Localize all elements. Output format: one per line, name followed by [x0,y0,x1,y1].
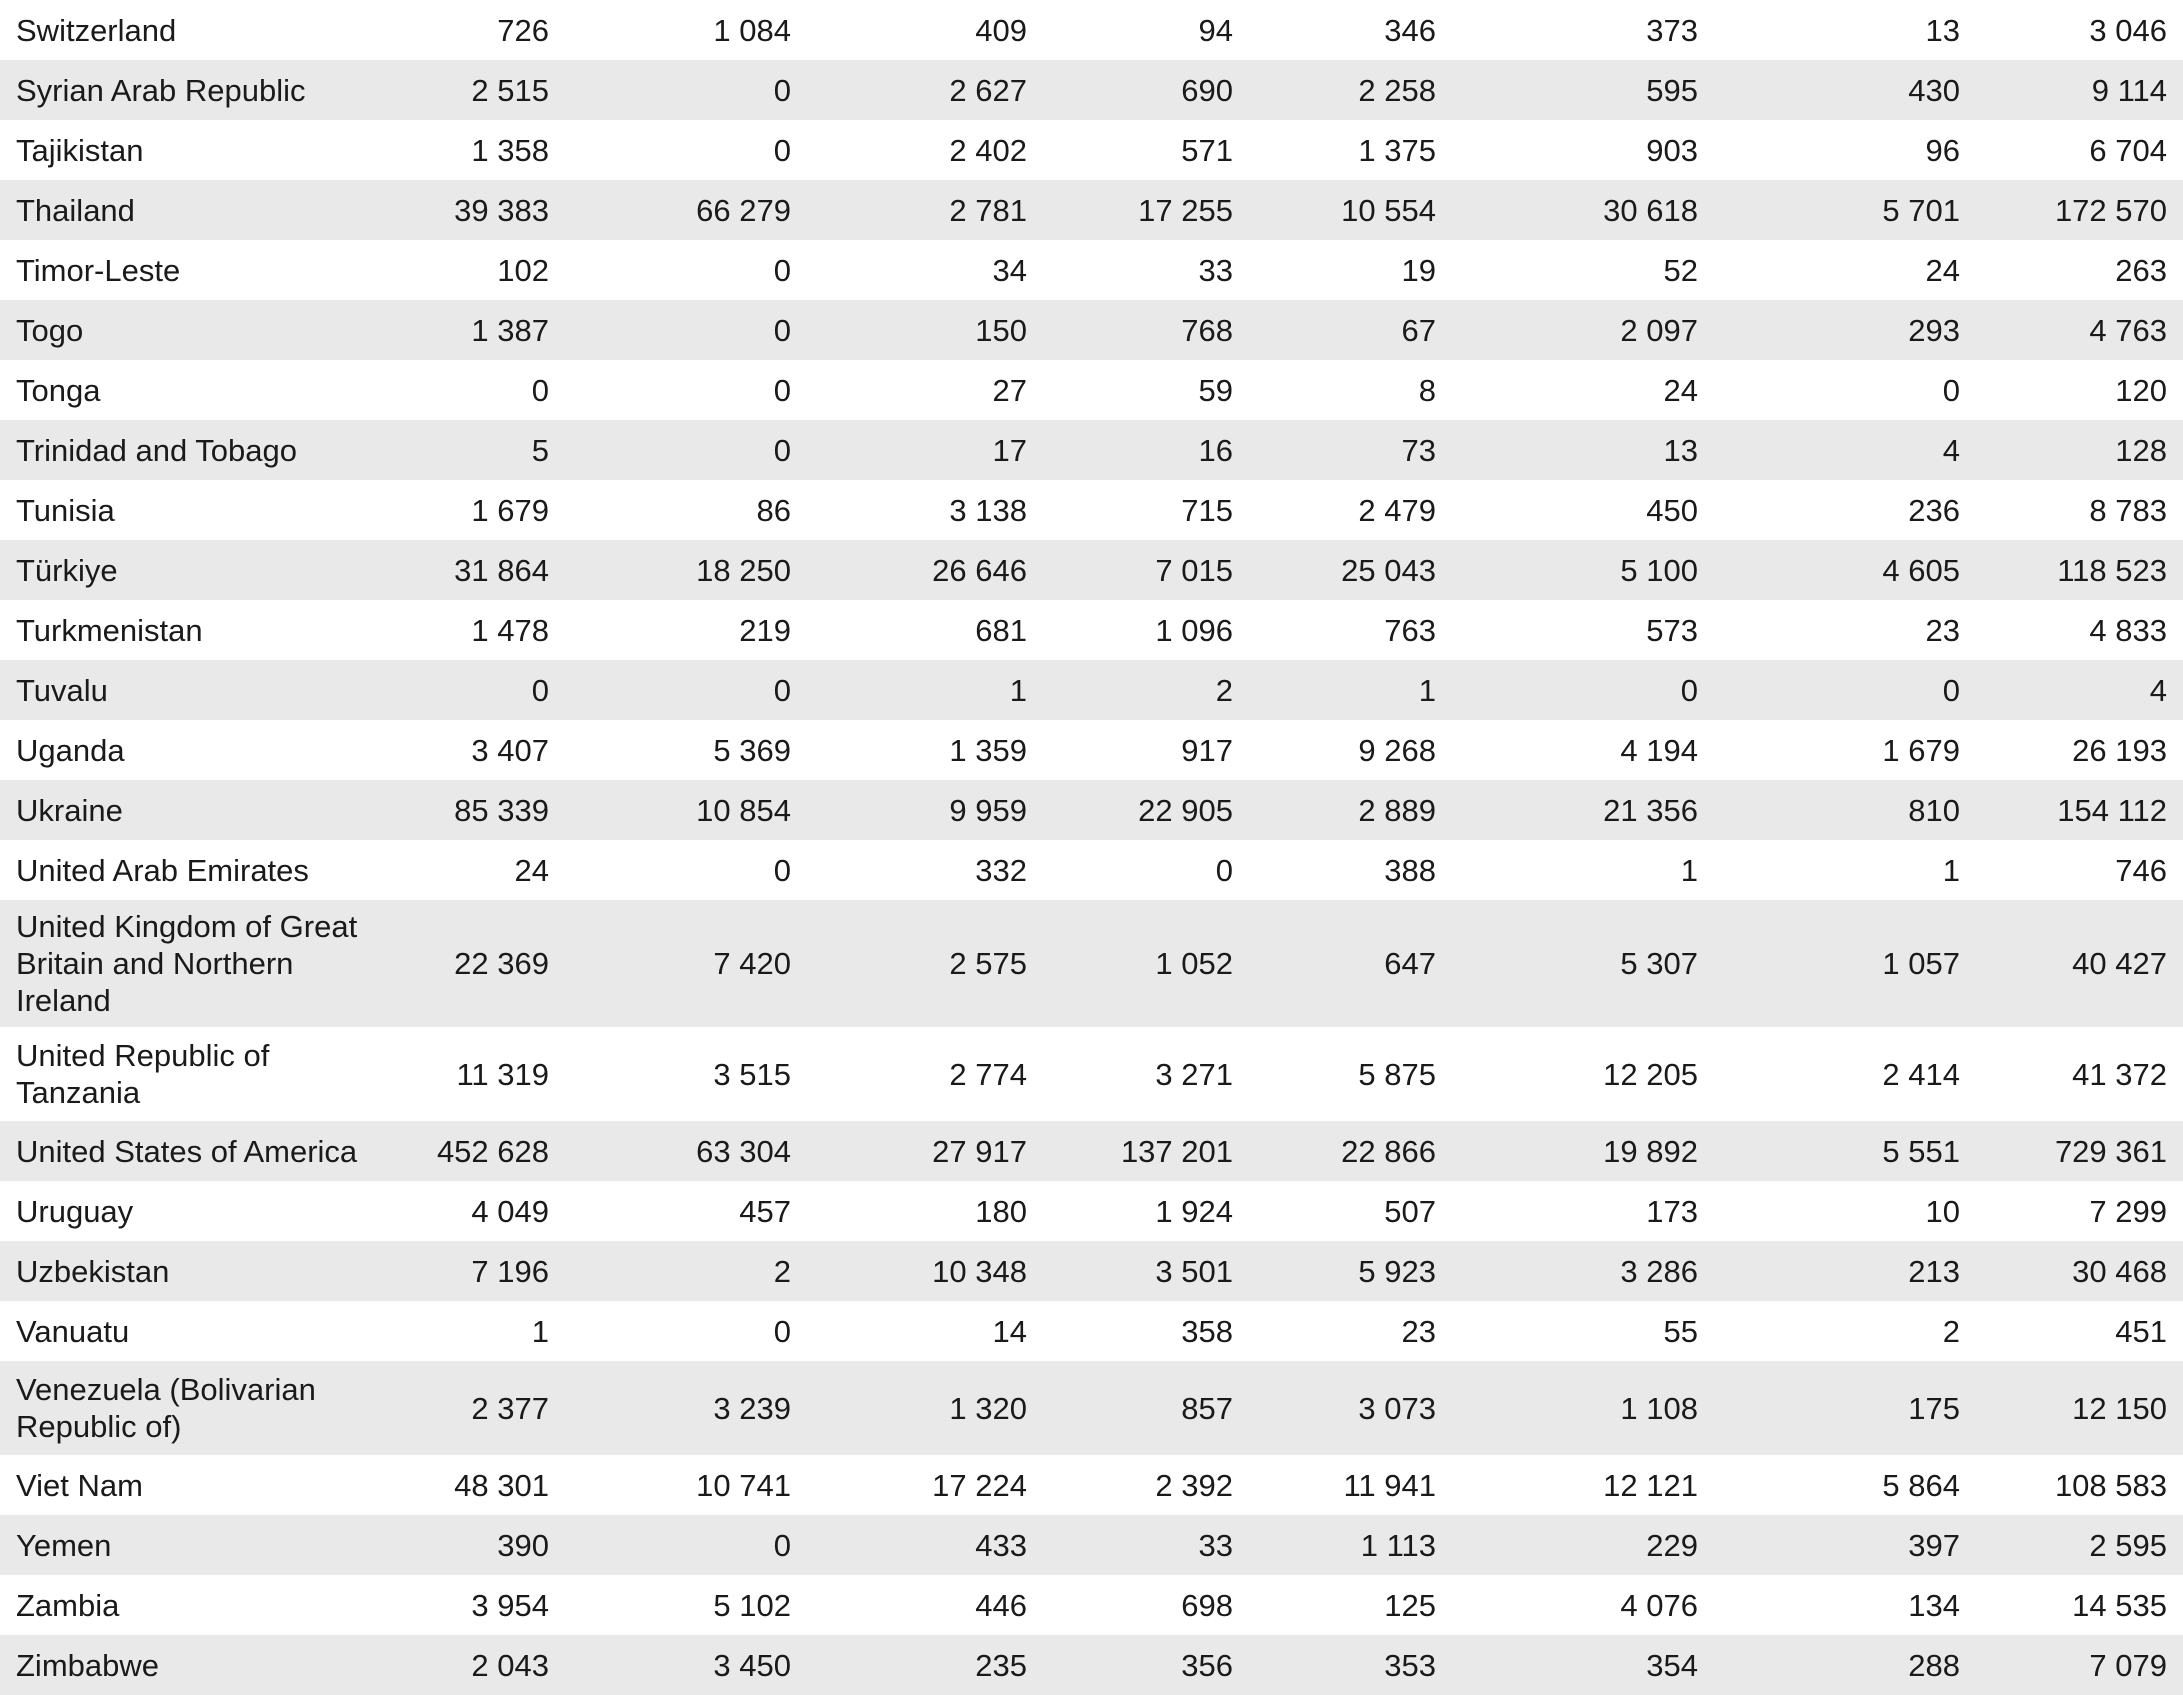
value-cell: 94 [1198,12,1233,48]
value-cell: 390 [497,1527,549,1563]
value-cell: 102 [497,252,549,288]
value-cell: 2 [1942,1313,1960,1349]
value-cell: 0 [773,1527,791,1563]
country-name-cell: Tonga [16,372,101,408]
value-cell: 1 924 [1155,1193,1233,1229]
total-value-cell: 14 535 [2072,1587,2167,1623]
total-value-cell: 9 114 [2091,72,2167,108]
value-cell: 18 250 [696,552,791,588]
total-value-cell: 118 523 [2057,552,2167,588]
value-cell: 1 679 [471,492,549,528]
value-cell: 25 043 [1341,552,1436,588]
value-cell: 810 [1908,792,1960,828]
value-cell: 1 084 [713,12,791,48]
value-cell: 1 478 [471,612,549,648]
value-cell: 1 096 [1155,612,1233,648]
value-cell: 17 [992,432,1027,468]
value-cell: 137 201 [1120,1133,1233,1169]
table-row [0,1027,2183,1121]
total-value-cell: 2 595 [2089,1527,2167,1563]
value-cell: 1 359 [949,732,1027,768]
value-cell: 63 304 [696,1133,791,1169]
value-cell: 3 138 [949,492,1027,528]
value-cell: 5 307 [1620,946,1698,981]
country-name-cell: United Arab Emirates [16,852,309,888]
total-value-cell: 729 361 [2054,1133,2167,1169]
total-value-cell: 128 [2115,432,2167,468]
country-name-cell: Uruguay [16,1193,134,1229]
country-name-cell: United Republic of Tanzania [16,1038,270,1110]
value-cell: 13 [1663,432,1698,468]
value-cell: 1 387 [471,312,549,348]
value-cell: 0 [773,312,791,348]
table-row [0,1635,2183,1695]
value-cell: 2 402 [949,132,1027,168]
value-cell: 5 864 [1882,1467,1960,1503]
table-row [0,1121,2183,1181]
value-cell: 7 196 [471,1253,549,1289]
value-cell: 0 [773,252,791,288]
total-value-cell: 7 299 [2089,1193,2167,1229]
value-cell: 2 479 [1358,492,1436,528]
table-row [0,1241,2183,1301]
value-cell: 690 [1181,72,1233,108]
value-cell: 180 [975,1193,1027,1229]
country-name-cell: Trinidad and Tobago [16,432,297,468]
value-cell: 23 [1925,612,1960,648]
value-cell: 3 515 [713,1056,791,1092]
table-row [0,300,2183,360]
total-value-cell: 4 [2149,672,2167,708]
value-cell: 3 239 [713,1390,791,1426]
value-cell: 1 [1009,672,1027,708]
value-cell: 213 [1908,1253,1960,1289]
value-cell: 903 [1646,132,1698,168]
value-cell: 573 [1646,612,1698,648]
value-cell: 5 875 [1358,1056,1436,1092]
value-cell: 917 [1181,732,1233,768]
value-cell: 12 205 [1603,1056,1698,1092]
country-name-cell: Tuvalu [16,672,108,708]
value-cell: 1 [1418,672,1436,708]
value-cell: 10 554 [1341,192,1436,228]
value-cell: 1 320 [949,1390,1027,1426]
table-row [0,120,2183,180]
value-cell: 2 097 [1620,312,1698,348]
table-row [0,1455,2183,1515]
value-cell: 3 954 [471,1587,549,1623]
value-cell: 0 [1942,372,1960,408]
value-cell: 1 052 [1155,946,1233,981]
total-value-cell: 108 583 [2054,1467,2167,1503]
total-value-cell: 4 763 [2089,312,2167,348]
country-name-cell: Vanuatu [16,1313,130,1349]
value-cell: 2 515 [471,72,549,108]
value-cell: 22 905 [1138,792,1233,828]
table-row [0,840,2183,900]
value-cell: 10 854 [696,792,791,828]
total-value-cell: 746 [2115,852,2167,888]
table-row [0,1515,2183,1575]
value-cell: 24 [514,852,549,888]
value-cell: 96 [1925,132,1960,168]
total-value-cell: 7 079 [2089,1647,2167,1683]
value-cell: 763 [1384,612,1436,648]
value-cell: 354 [1646,1647,1698,1683]
value-cell: 229 [1646,1527,1698,1563]
table-row [0,1181,2183,1241]
value-cell: 12 121 [1603,1467,1698,1503]
value-cell: 647 [1384,946,1436,981]
value-cell: 2 258 [1358,72,1436,108]
value-cell: 2 377 [471,1390,549,1426]
value-cell: 5 369 [713,732,791,768]
value-cell: 11 319 [456,1056,549,1092]
value-cell: 33 [1198,252,1233,288]
value-cell: 10 348 [932,1253,1027,1289]
value-cell: 3 271 [1155,1056,1233,1092]
country-name-cell: Zimbabwe [16,1647,159,1683]
value-cell: 66 279 [696,192,791,228]
value-cell: 59 [1198,372,1233,408]
value-cell: 10 [1925,1193,1960,1229]
value-cell: 457 [739,1193,791,1229]
country-name-cell: Venezuela (Bolivarian Republic of) [16,1372,316,1444]
value-cell: 24 [1925,252,1960,288]
value-cell: 30 618 [1603,192,1698,228]
value-cell: 5 [531,432,549,468]
value-cell: 2 889 [1358,792,1436,828]
value-cell: 726 [497,12,549,48]
value-cell: 681 [975,612,1027,648]
value-cell: 8 [1418,372,1436,408]
table-row [0,660,2183,720]
value-cell: 48 301 [454,1467,549,1503]
value-cell: 24 [1663,372,1698,408]
country-name-cell: Yemen [16,1527,112,1563]
value-cell: 698 [1181,1587,1233,1623]
value-cell: 23 [1401,1313,1436,1349]
table-row [0,780,2183,840]
value-cell: 1 113 [1360,1527,1436,1563]
value-cell: 52 [1663,252,1698,288]
value-cell: 857 [1181,1390,1233,1426]
value-cell: 2 781 [949,192,1027,228]
value-cell: 1 [531,1313,549,1349]
country-name-cell: Togo [16,312,84,348]
value-cell: 0 [1215,852,1233,888]
value-cell: 4 605 [1882,552,1960,588]
value-cell: 4 049 [471,1193,549,1229]
value-cell: 34 [992,252,1027,288]
value-cell: 13 [1925,12,1960,48]
value-cell: 4 076 [1620,1587,1698,1623]
total-value-cell: 26 193 [2072,732,2167,768]
table-row [0,1575,2183,1635]
value-cell: 4 194 [1620,732,1698,768]
value-cell: 3 073 [1358,1390,1436,1426]
value-cell: 1 057 [1882,946,1960,981]
value-cell: 5 701 [1882,192,1960,228]
value-cell: 0 [773,132,791,168]
value-cell: 293 [1908,312,1960,348]
table-row [0,600,2183,660]
value-cell: 3 286 [1620,1253,1698,1289]
value-cell: 0 [773,372,791,408]
country-name-cell: Turkmenistan [16,612,203,648]
value-cell: 39 383 [454,192,549,228]
value-cell: 2 414 [1882,1056,1960,1092]
value-cell: 235 [975,1647,1027,1683]
value-cell: 5 551 [1882,1133,1960,1169]
country-name-cell: Türkiye [16,552,118,588]
value-cell: 55 [1663,1313,1698,1349]
table-row [0,1361,2183,1455]
value-cell: 346 [1384,12,1436,48]
value-cell: 4 [1942,432,1960,468]
country-name-cell: Viet Nam [16,1467,143,1503]
value-cell: 2 575 [949,946,1027,981]
total-value-cell: 120 [2115,372,2167,408]
value-cell: 5 102 [713,1587,791,1623]
value-cell: 27 [992,372,1027,408]
value-cell: 86 [756,492,791,528]
value-cell: 19 892 [1603,1133,1698,1169]
value-cell: 0 [773,1313,791,1349]
value-cell: 373 [1646,12,1698,48]
value-cell: 288 [1908,1647,1960,1683]
value-cell: 17 224 [932,1467,1027,1503]
value-cell: 1 [1942,852,1960,888]
value-cell: 397 [1908,1527,1960,1563]
value-cell: 358 [1181,1313,1233,1349]
value-cell: 26 646 [932,552,1027,588]
value-cell: 11 941 [1343,1467,1436,1503]
value-cell: 85 339 [454,792,549,828]
value-cell: 2 043 [471,1647,549,1683]
value-cell: 219 [739,612,791,648]
value-cell: 0 [773,432,791,468]
value-cell: 150 [975,312,1027,348]
value-cell: 236 [1908,492,1960,528]
value-cell: 67 [1401,312,1436,348]
table-row [0,180,2183,240]
value-cell: 433 [975,1527,1027,1563]
table-row [0,720,2183,780]
value-cell: 409 [975,12,1027,48]
value-cell: 33 [1198,1527,1233,1563]
country-name-cell: United Kingdom of Great Britain and Northern Ireland [16,909,358,1018]
value-cell: 9 959 [949,792,1027,828]
value-cell: 14 [992,1313,1027,1349]
value-cell: 7 015 [1155,552,1233,588]
value-cell: 2 627 [949,72,1027,108]
table-row [0,0,2183,60]
value-cell: 31 864 [454,552,549,588]
value-cell: 1 358 [471,132,549,168]
value-cell: 125 [1384,1587,1436,1623]
value-cell: 175 [1908,1390,1960,1426]
value-cell: 0 [1680,672,1698,708]
value-cell: 173 [1646,1193,1698,1229]
value-cell: 2 [773,1253,791,1289]
value-cell: 452 628 [436,1133,549,1169]
value-cell: 0 [531,372,549,408]
country-name-cell: Switzerland [16,12,177,48]
total-value-cell: 6 704 [2089,132,2167,168]
country-name-cell: Thailand [16,192,135,228]
table-row [0,900,2183,1027]
total-value-cell: 263 [2115,252,2167,288]
total-value-cell: 8 783 [2089,492,2167,528]
value-cell: 3 407 [471,732,549,768]
value-cell: 5 100 [1620,552,1698,588]
value-cell: 16 [1198,432,1233,468]
total-value-cell: 172 570 [2054,192,2167,228]
total-value-cell: 40 427 [2072,946,2167,981]
value-cell: 19 [1401,252,1436,288]
value-cell: 353 [1384,1647,1436,1683]
value-cell: 507 [1384,1193,1436,1229]
table-row [0,480,2183,540]
country-name-cell: Ukraine [16,792,123,828]
table-row [0,1301,2183,1361]
value-cell: 22 369 [454,946,549,981]
table-row [0,360,2183,420]
value-cell: 0 [773,72,791,108]
value-cell: 5 923 [1358,1253,1436,1289]
total-value-cell: 154 112 [2057,792,2167,828]
value-cell: 430 [1908,72,1960,108]
value-cell: 571 [1181,132,1233,168]
total-value-cell: 12 150 [2072,1390,2167,1426]
total-value-cell: 451 [2115,1313,2167,1349]
value-cell: 0 [1942,672,1960,708]
value-cell: 595 [1646,72,1698,108]
value-cell: 1 375 [1358,132,1436,168]
total-value-cell: 41 372 [2072,1056,2167,1092]
value-cell: 0 [531,672,549,708]
value-cell: 17 255 [1138,192,1233,228]
value-cell: 3 450 [713,1647,791,1683]
value-cell: 388 [1384,852,1436,888]
country-name-cell: Uganda [16,732,125,768]
value-cell: 768 [1181,312,1233,348]
value-cell: 1 108 [1620,1390,1698,1426]
value-cell: 0 [773,852,791,888]
value-cell: 450 [1646,492,1698,528]
country-name-cell: Tunisia [16,492,115,528]
table-row [0,540,2183,600]
value-cell: 356 [1181,1647,1233,1683]
country-name-cell: Timor-Leste [16,252,181,288]
value-cell: 27 917 [932,1133,1027,1169]
value-cell: 22 866 [1341,1133,1436,1169]
value-cell: 2 392 [1155,1467,1233,1503]
country-name-cell: Zambia [16,1587,120,1623]
value-cell: 3 501 [1155,1253,1233,1289]
value-cell: 73 [1401,432,1436,468]
value-cell: 446 [975,1587,1027,1623]
value-cell: 9 268 [1358,732,1436,768]
value-cell: 332 [975,852,1027,888]
value-cell: 1 [1680,852,1698,888]
country-name-cell: Syrian Arab Republic [16,72,306,108]
value-cell: 2 [1215,672,1233,708]
total-value-cell: 4 833 [2089,612,2167,648]
total-value-cell: 30 468 [2072,1253,2167,1289]
value-cell: 1 679 [1882,732,1960,768]
table-row [0,420,2183,480]
country-name-cell: United States of America [16,1133,358,1169]
total-value-cell: 3 046 [2089,12,2167,48]
country-name-cell: Uzbekistan [16,1253,170,1289]
value-cell: 10 741 [696,1467,791,1503]
value-cell: 21 356 [1603,792,1698,828]
value-cell: 2 774 [949,1056,1027,1092]
value-cell: 0 [773,672,791,708]
table-row [0,240,2183,300]
table-row [0,60,2183,120]
value-cell: 134 [1908,1587,1960,1623]
country-name-cell: Tajikistan [16,132,144,168]
value-cell: 715 [1181,492,1233,528]
value-cell: 7 420 [713,946,791,981]
